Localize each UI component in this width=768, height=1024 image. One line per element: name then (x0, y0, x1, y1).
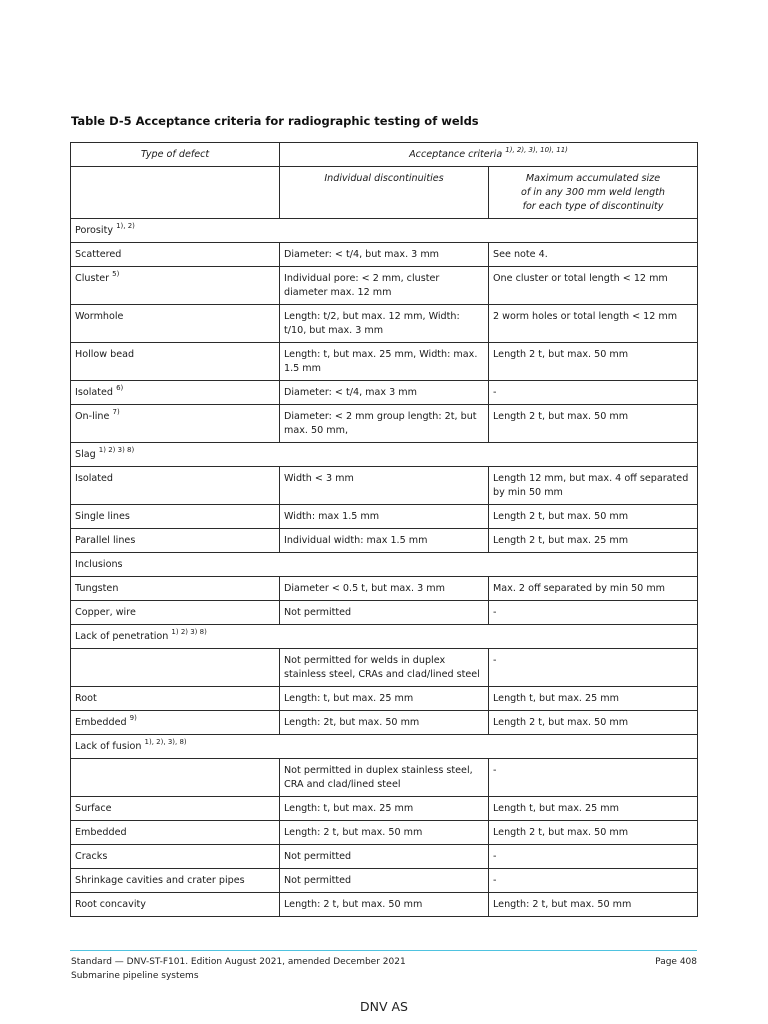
individual-cell: Individual width: max 1.5 mm (280, 529, 489, 553)
defect-label: Cluster (75, 273, 110, 284)
defect-footnote: 7) (112, 408, 120, 416)
accumulated-cell: Length: 2 t, but max. 50 mm (489, 893, 698, 917)
section-row (71, 735, 698, 759)
defect-cell (71, 845, 280, 869)
defect-label: Shrinkage cavities and crater pipes (75, 875, 245, 886)
table-row (71, 243, 698, 267)
individual-cell: Width < 3 mm (280, 467, 489, 505)
defect-label: Cracks (75, 851, 108, 862)
table-row (71, 711, 698, 735)
defect-label: Wormhole (75, 311, 124, 322)
accumulated-cell: Length 12 mm, but max. 4 off separated by min 50 mm (489, 467, 698, 505)
header-max-line2: of in any 300 mm weld length (521, 187, 666, 198)
defect-cell (71, 243, 280, 267)
section-title (71, 219, 698, 243)
table-row (71, 467, 698, 505)
header-type-of-defect: Type of defect (71, 143, 280, 167)
table-row (71, 577, 698, 601)
individual-cell: Length: 2 t, but max. 50 mm (280, 821, 489, 845)
individual-cell: Diameter: < 2 mm group length: 2t, but max. 50 mm, (280, 405, 489, 443)
defect-cell (71, 505, 280, 529)
accumulated-cell: - (489, 381, 698, 405)
header-individual: Individual discontinuities (280, 167, 489, 219)
table-row (71, 405, 698, 443)
section-title (71, 553, 698, 577)
defect-label: Isolated (75, 387, 113, 398)
company-name: DNV AS (360, 999, 408, 1014)
accumulated-cell: Length 2 t, but max. 50 mm (489, 343, 698, 381)
individual-cell: Not permitted (280, 601, 489, 625)
defect-label: Scattered (75, 249, 122, 260)
header-row (71, 143, 698, 167)
individual-cell: Diameter: < t/4, but max. 3 mm (280, 243, 489, 267)
footer-standard-line1: Standard — DNV-ST-F101. Edition August 2021, amended December 2021 (71, 957, 406, 967)
individual-cell: Not permitted for welds in duplex stainless steel, CRAs and clad/lined steel (280, 649, 489, 687)
header-acceptance-criteria (280, 143, 698, 167)
individual-cell: Diameter: < t/4, max 3 mm (280, 381, 489, 405)
defect-label: Tungsten (75, 583, 119, 594)
individual-cell: Not permitted (280, 869, 489, 893)
accumulated-cell: Length 2 t, but max. 50 mm (489, 711, 698, 735)
defect-label: Isolated (75, 473, 113, 484)
section-footnote: 1) 2) 3) 8) (171, 628, 207, 636)
section-label: Porosity (75, 225, 114, 236)
table-title: Table D-5 Acceptance criteria for radiographic testing of welds (71, 114, 479, 128)
accumulated-cell: Max. 2 off separated by min 50 mm (489, 577, 698, 601)
section-label: Lack of fusion (75, 741, 142, 752)
table-row (71, 305, 698, 343)
footer-standard-line2: Submarine pipeline systems (71, 971, 199, 981)
defect-cell (71, 467, 280, 505)
header-maximum-accumulated (489, 167, 698, 219)
defect-label: Embedded (75, 717, 127, 728)
accumulated-cell: Length t, but max. 25 mm (489, 797, 698, 821)
section-title (71, 735, 698, 759)
defect-cell (71, 381, 280, 405)
table-row (71, 759, 698, 797)
defect-label: Root concavity (75, 899, 146, 910)
defect-label: Hollow bead (75, 349, 135, 360)
footer-page-number: Page 408 (655, 957, 697, 967)
header-acceptance-notes: 1), 2), 3), 10), 11) (505, 146, 568, 154)
accumulated-cell: Length 2 t, but max. 25 mm (489, 529, 698, 553)
section-title (71, 625, 698, 649)
accumulated-cell: - (489, 601, 698, 625)
individual-cell: Width: max 1.5 mm (280, 505, 489, 529)
individual-cell: Length: t, but max. 25 mm, Width: max. 1.5 mm (280, 343, 489, 381)
individual-cell: Diameter < 0.5 t, but max. 3 mm (280, 577, 489, 601)
section-row (71, 443, 698, 467)
header-max-line3: for each type of discontinuity (522, 201, 664, 212)
defect-label: On-line (75, 411, 110, 422)
accumulated-cell: - (489, 759, 698, 797)
defect-cell (71, 711, 280, 735)
individual-cell: Length: t, but max. 25 mm (280, 797, 489, 821)
section-row (71, 219, 698, 243)
defect-cell (71, 797, 280, 821)
individual-cell: Individual pore: < 2 mm, cluster diameter max. 12 mm (280, 267, 489, 305)
individual-cell: Length: t, but max. 25 mm (280, 687, 489, 711)
defect-footnote: 9) (129, 714, 137, 722)
table-row (71, 381, 698, 405)
defect-cell (71, 893, 280, 917)
section-row (71, 553, 698, 577)
defect-footnote: 6) (116, 384, 124, 392)
individual-cell: Length: 2t, but max. 50 mm (280, 711, 489, 735)
defect-label: Copper, wire (75, 607, 136, 618)
section-row (71, 625, 698, 649)
accumulated-cell: One cluster or total length < 12 mm (489, 267, 698, 305)
table-row (71, 845, 698, 869)
defect-label: Root (75, 693, 97, 704)
defect-cell (71, 601, 280, 625)
defect-label: Surface (75, 803, 112, 814)
section-title (71, 443, 698, 467)
table-row (71, 601, 698, 625)
individual-cell: Length: t/2, but max. 12 mm, Width: t/10, but max. 3 mm (280, 305, 489, 343)
section-footnote: 1) 2) 3) 8) (98, 446, 135, 454)
defect-cell (71, 759, 280, 797)
individual-cell: Not permitted (280, 845, 489, 869)
defect-cell (71, 343, 280, 381)
accumulated-cell: 2 worm holes or total length < 12 mm (489, 305, 698, 343)
defect-label: Embedded (75, 827, 127, 838)
section-footnote: 1), 2), 3), 8) (144, 738, 187, 746)
table-row (71, 267, 698, 305)
defect-footnote: 5) (112, 270, 120, 278)
header-max-line1: Maximum accumulated size (525, 173, 661, 184)
defect-label: Parallel lines (75, 535, 136, 546)
defect-cell (71, 577, 280, 601)
footer-divider (70, 950, 697, 951)
acceptance-criteria-table (70, 142, 698, 917)
section-footnote: 1), 2) (116, 222, 135, 230)
accumulated-cell: Length 2 t, but max. 50 mm (489, 405, 698, 443)
defect-cell (71, 405, 280, 443)
table-row (71, 529, 698, 553)
section-label: Slag (75, 449, 96, 460)
table-row (71, 869, 698, 893)
defect-cell (71, 649, 280, 687)
individual-cell: Length: 2 t, but max. 50 mm (280, 893, 489, 917)
accumulated-cell: Length 2 t, but max. 50 mm (489, 505, 698, 529)
defect-cell (71, 529, 280, 553)
section-label: Lack of penetration (75, 631, 169, 642)
table-row (71, 893, 698, 917)
table-row (71, 649, 698, 687)
table-row (71, 505, 698, 529)
table-row (71, 797, 698, 821)
subheader-empty (71, 167, 280, 219)
defect-cell (71, 267, 280, 305)
defect-cell (71, 821, 280, 845)
accumulated-cell: - (489, 845, 698, 869)
accumulated-cell: Length 2 t, but max. 50 mm (489, 821, 698, 845)
footer-standard (71, 955, 406, 983)
subheader-row (71, 167, 698, 219)
accumulated-cell: - (489, 869, 698, 893)
defect-cell (71, 687, 280, 711)
table-row (71, 343, 698, 381)
individual-cell: Not permitted in duplex stainless steel, CRA and clad/lined steel (280, 759, 489, 797)
defect-cell (71, 869, 280, 893)
accumulated-cell: Length t, but max. 25 mm (489, 687, 698, 711)
header-acceptance-label: Acceptance criteria (409, 149, 503, 160)
accumulated-cell: - (489, 649, 698, 687)
accumulated-cell: See note 4. (489, 243, 698, 267)
defect-label: Single lines (75, 511, 130, 522)
section-label: Inclusions (75, 559, 123, 570)
table-row (71, 821, 698, 845)
table-row (71, 687, 698, 711)
defect-cell (71, 305, 280, 343)
